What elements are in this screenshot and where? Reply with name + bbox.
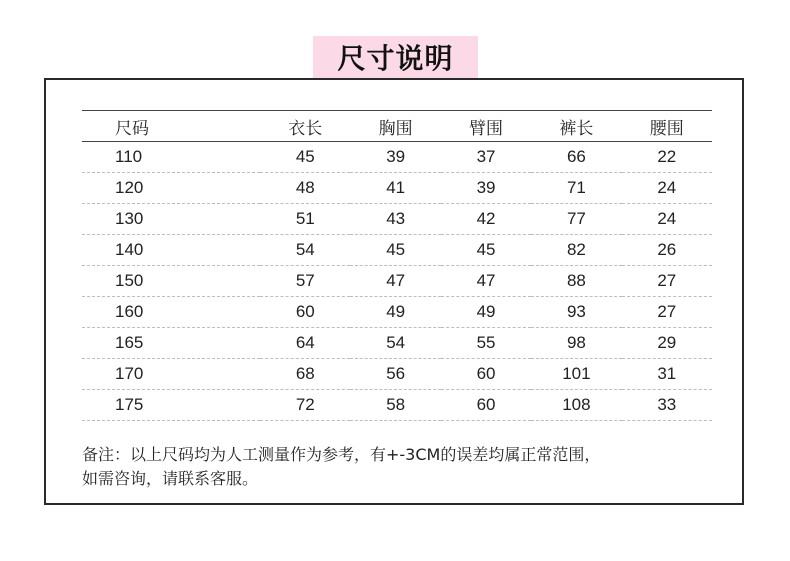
table-cell: 170	[82, 359, 260, 390]
table-row	[82, 390, 712, 421]
table-cell: 58	[350, 390, 440, 421]
table-row	[82, 359, 712, 390]
note-line: 备注：以上尺码均为人工测量作为参考，有+-3CM的误差均属正常范围，	[82, 445, 601, 464]
table-cell: 29	[622, 328, 712, 359]
table-row	[82, 297, 712, 328]
table-cell: 54	[260, 235, 350, 266]
column-header: 尺码	[82, 111, 260, 142]
table-cell: 45	[441, 235, 531, 266]
note-line: 如需咨询，请联系客服。	[82, 469, 259, 488]
table-cell: 31	[622, 359, 712, 390]
table-cell: 60	[441, 390, 531, 421]
size-note	[82, 443, 600, 491]
table-cell: 110	[82, 142, 260, 173]
table-cell: 47	[441, 266, 531, 297]
table-cell: 56	[350, 359, 440, 390]
table-cell: 150	[82, 266, 260, 297]
table-cell: 66	[531, 142, 621, 173]
table-row	[82, 142, 712, 173]
table-row	[82, 235, 712, 266]
column-header: 衣长	[260, 111, 350, 142]
page-title: 尺寸说明	[313, 36, 478, 78]
table-row	[82, 328, 712, 359]
table-cell: 64	[260, 328, 350, 359]
column-header: 腰围	[622, 111, 712, 142]
table-row	[82, 173, 712, 204]
table-cell: 33	[622, 390, 712, 421]
table-cell: 72	[260, 390, 350, 421]
table-header-row	[82, 111, 712, 142]
table-cell: 45	[260, 142, 350, 173]
table-cell: 57	[260, 266, 350, 297]
table-cell: 43	[350, 204, 440, 235]
table-cell: 108	[531, 390, 621, 421]
table-cell: 120	[82, 173, 260, 204]
table-cell: 27	[622, 266, 712, 297]
table-cell: 27	[622, 297, 712, 328]
column-header: 裤长	[531, 111, 621, 142]
table-cell: 175	[82, 390, 260, 421]
table-row	[82, 204, 712, 235]
table-cell: 48	[260, 173, 350, 204]
table-cell: 26	[622, 235, 712, 266]
table-cell: 140	[82, 235, 260, 266]
column-header: 臂围	[441, 111, 531, 142]
table-cell: 60	[441, 359, 531, 390]
table-cell: 160	[82, 297, 260, 328]
table-cell: 24	[622, 204, 712, 235]
column-header: 胸围	[350, 111, 440, 142]
table-cell: 22	[622, 142, 712, 173]
table-cell: 39	[350, 142, 440, 173]
table-cell: 41	[350, 173, 440, 204]
table-cell: 24	[622, 173, 712, 204]
table-cell: 42	[441, 204, 531, 235]
table-cell: 49	[441, 297, 531, 328]
table-cell: 93	[531, 297, 621, 328]
size-chart-frame	[44, 78, 744, 505]
table-cell: 98	[531, 328, 621, 359]
size-table	[82, 110, 712, 421]
table-cell: 45	[350, 235, 440, 266]
table-cell: 101	[531, 359, 621, 390]
table-cell: 165	[82, 328, 260, 359]
table-cell: 82	[531, 235, 621, 266]
table-cell: 55	[441, 328, 531, 359]
table-cell: 88	[531, 266, 621, 297]
table-cell: 54	[350, 328, 440, 359]
table-cell: 51	[260, 204, 350, 235]
table-cell: 77	[531, 204, 621, 235]
table-cell: 37	[441, 142, 531, 173]
table-cell: 39	[441, 173, 531, 204]
table-cell: 71	[531, 173, 621, 204]
table-cell: 68	[260, 359, 350, 390]
table-row	[82, 266, 712, 297]
table-cell: 47	[350, 266, 440, 297]
table-cell: 130	[82, 204, 260, 235]
table-cell: 60	[260, 297, 350, 328]
table-cell: 49	[350, 297, 440, 328]
